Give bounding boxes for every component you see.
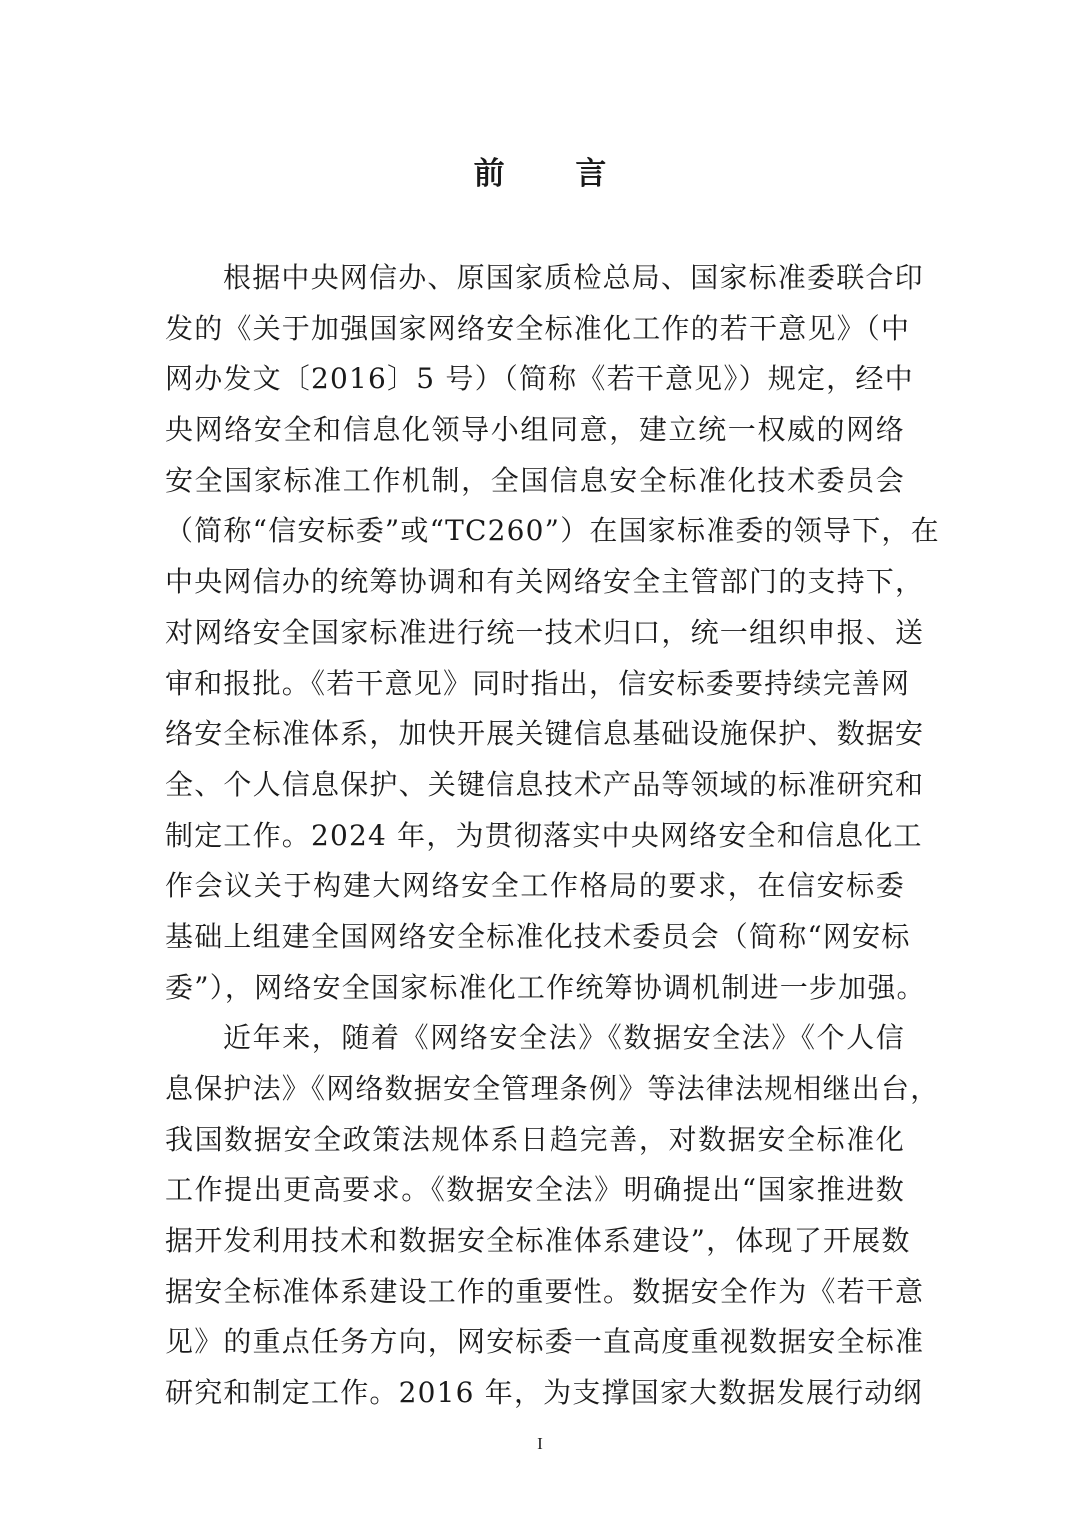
page-number: I (537, 1434, 543, 1453)
text-line: 见》的重点任务方向，网安标委一直高度重视数据安全标准 (165, 1325, 925, 1359)
text-line: 对网络安全国家标准进行统一技术归口，统一组织申报、送 (165, 615, 925, 649)
text-line: 根据中央网信办、原国家质检总局、国家标准委联合印 (223, 261, 924, 294)
page-title: 前 言 (473, 156, 637, 192)
text-line: 作会议关于构建大网络安全工作格局的要求，在信安标委 (165, 869, 905, 903)
paragraph-2 (165, 1013, 940, 1419)
text-line: 我国数据安全政策法规体系日趋完善，对数据安全标准化 (165, 1122, 905, 1156)
text-line: 息保护法》《网络数据安全管理条例》等法律法规相继出台， (165, 1072, 940, 1105)
text-line: 央网络安全和信息化领导小组同意，建立统一权威的网络 (165, 413, 905, 447)
text-line: 委”），网络安全国家标准化工作统筹协调机制进一步加强。 (165, 970, 926, 1004)
text-line: 工作提出更高要求。《数据安全法》明确提出“国家推进数 (165, 1173, 905, 1207)
text-line: 安全国家标准工作机制，全国信息安全标准化技术委员会 (165, 463, 905, 497)
text-line: 据安全标准体系建设工作的重要性。数据安全作为《若干意 (165, 1274, 925, 1308)
paragraph-1 (165, 253, 940, 1013)
text-line: 全、个人信息保护、关键信息技术产品等领域的标准研究和 (165, 767, 925, 801)
text-line: 中央网信办的统筹协调和有关网络安全主管部门的支持下， (165, 565, 925, 599)
text-line: 基础上组建全国网络安全标准化技术委员会（简称“网安标 (165, 919, 911, 953)
text-line: 发的《关于加强国家网络安全标准化工作的若干意见》（中 (165, 311, 911, 345)
body-text (165, 253, 940, 1419)
text-line: 研究和制定工作。2016 年，为支撑国家大数据发展行动纲 (165, 1376, 923, 1410)
text-line: 网办发文〔2016〕5 号）（简称《若干意见》）规定，经中 (165, 362, 914, 396)
text-line: 近年来，随着《网络安全法》《数据安全法》《个人信 (223, 1021, 905, 1055)
text-line: 制定工作。2024 年，为贯彻落实中央网络安全和信息化工 (165, 818, 923, 852)
text-line: （简称“信安标委”或“TC260”）在国家标准委的领导下，在 (165, 514, 940, 548)
text-line: 审和报批。《若干意见》同时指出，信安标委要持续完善网 (165, 666, 911, 700)
text-line: 据开发利用技术和数据安全标准体系建设”，体现了开展数 (165, 1224, 911, 1258)
text-line: 络安全标准体系，加快开展关键信息基础设施保护、数据安 (165, 717, 925, 751)
